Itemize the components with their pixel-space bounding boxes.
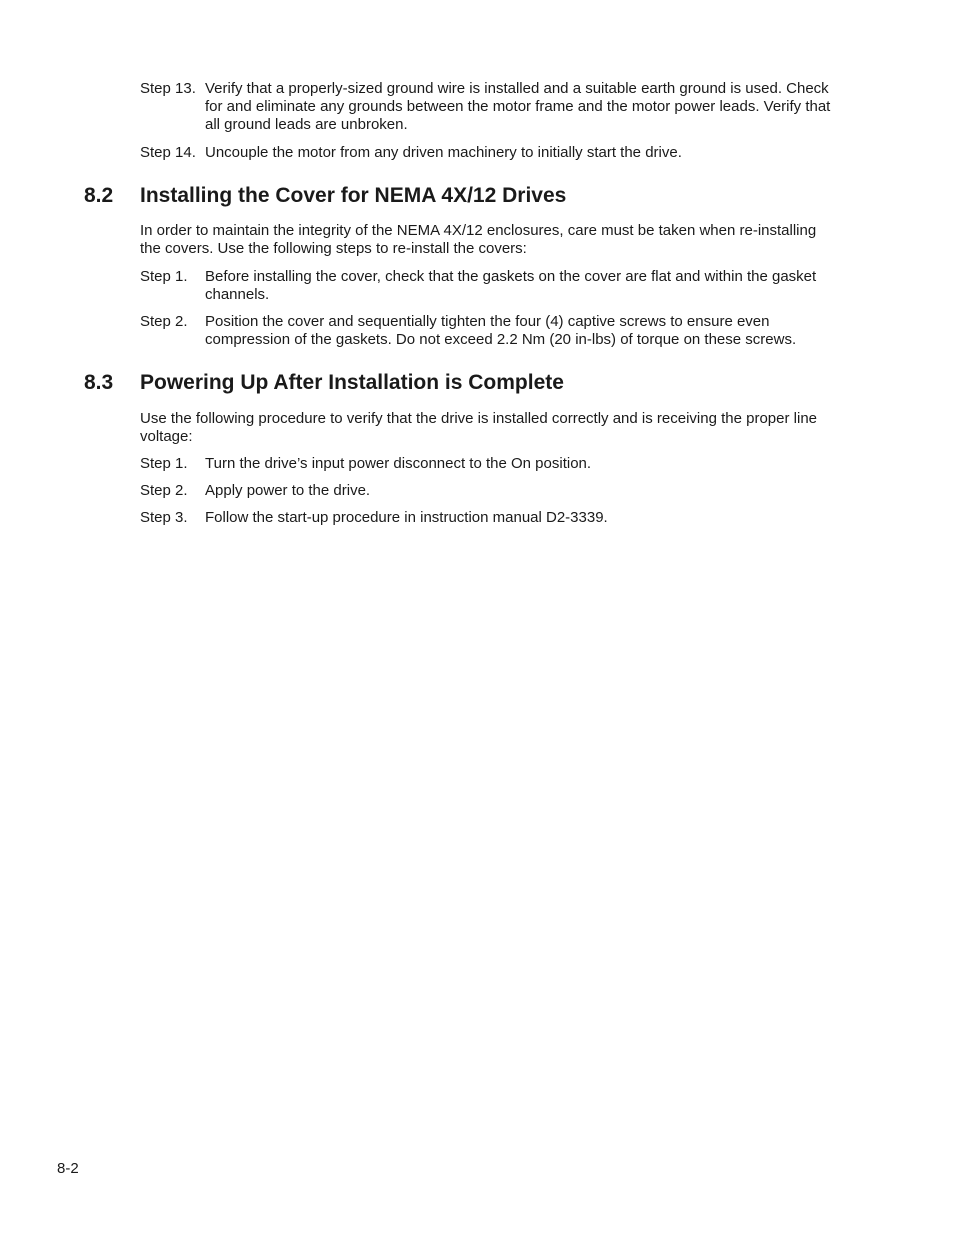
- step-label: Step 13.: [140, 80, 196, 97]
- section-8-3-step-3: [140, 509, 845, 527]
- section-title: Powering Up After Installation is Complete: [140, 371, 564, 394]
- section-8-3-step-1: [140, 455, 845, 473]
- step-text: Before installing the cover, check that the gaskets on the cover are flat and within the gasket channels.: [205, 268, 817, 303]
- step-text: Turn the drive’s input power disconnect to the On position.: [205, 455, 592, 472]
- section-8-2-step-2: [140, 313, 845, 349]
- step-label: Step 2.: [140, 482, 188, 499]
- step-text: Apply power to the drive.: [205, 482, 371, 499]
- section-8-3-step-2: [140, 482, 845, 500]
- step-text: Follow the start-up procedure in instruction manual D2-3339.: [205, 509, 608, 526]
- section-number: 8.2: [84, 184, 114, 207]
- page-number: 8-2: [57, 1160, 79, 1177]
- step-text: Uncouple the motor from any driven machinery to initially start the drive.: [205, 144, 682, 161]
- step-13: [140, 80, 845, 134]
- section-number: 8.3: [84, 371, 114, 394]
- step-14: [140, 144, 845, 162]
- section-title: Installing the Cover for NEMA 4X/12 Drives: [140, 184, 567, 207]
- step-text: Verify that a properly-sized ground wire is installed and a suitable earth ground is used. Check for and eliminate any grounds between the motor frame and the motor power leads. Verify that all ground leads are unbroken.: [205, 80, 831, 133]
- section-8-2-step-1: [140, 268, 845, 304]
- step-text: Position the cover and sequentially tighten the four (4) captive screws to ensure even compression of the gaskets. Do not exceed 2.2 Nm (20 in-lbs) of torque on these screws.: [205, 313, 797, 348]
- step-label: Step 2.: [140, 313, 188, 330]
- step-label: Step 1.: [140, 268, 188, 285]
- step-label: Step 3.: [140, 509, 188, 526]
- step-label: Step 14.: [140, 144, 196, 161]
- step-label: Step 1.: [140, 455, 188, 472]
- section-8-3-intro: Use the following procedure to verify that the drive is installed correctly and is receiving the proper line voltage:: [140, 410, 818, 445]
- section-8-2-intro: In order to maintain the integrity of the NEMA 4X/12 enclosures, care must be taken when re-installing the covers. Use the following steps to re-install the covers:: [140, 222, 817, 257]
